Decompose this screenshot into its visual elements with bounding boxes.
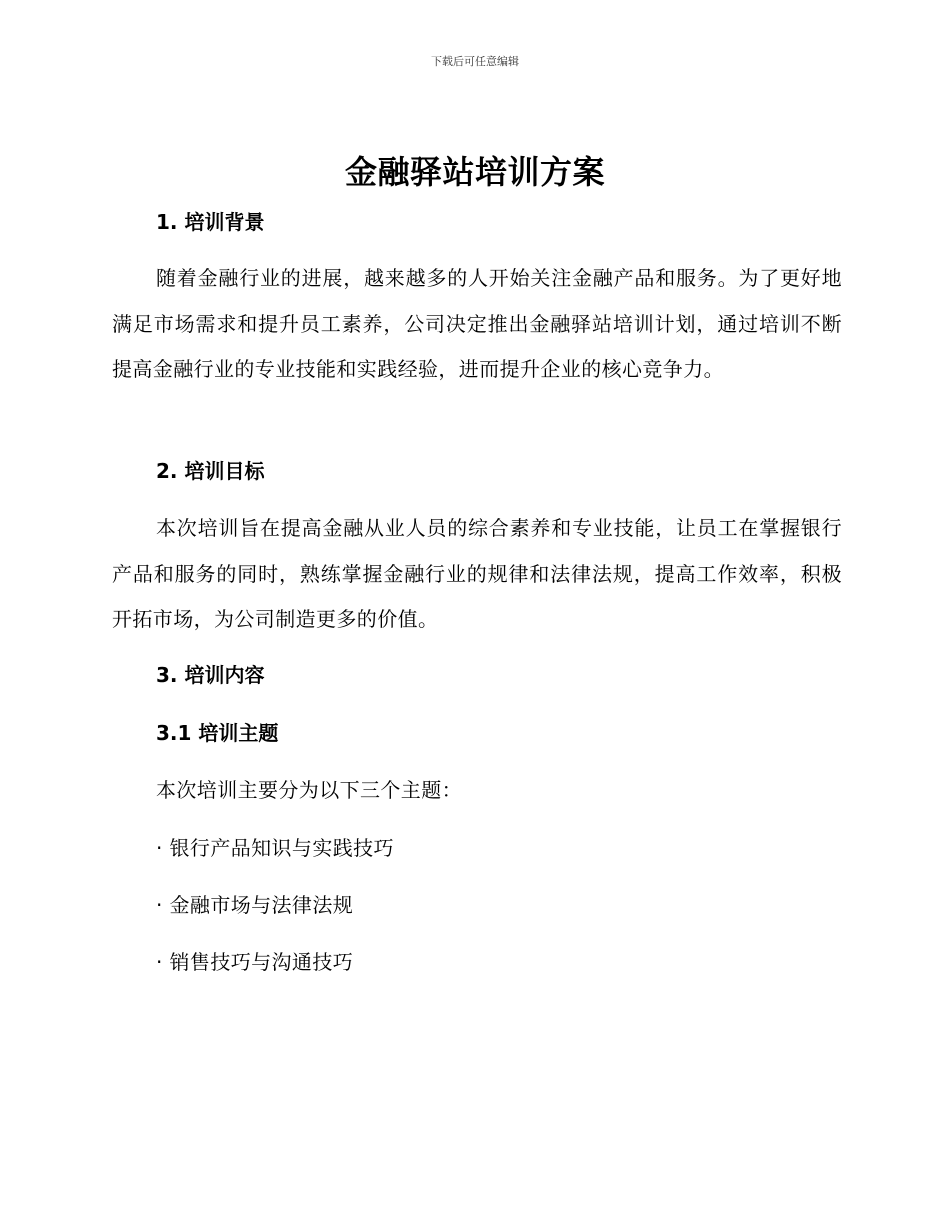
topic-list-item: · 金融市场与法律法规 — [156, 893, 354, 917]
section-heading-content: 3. 培训内容 — [156, 663, 265, 687]
section-heading-goals: 2. 培训目标 — [156, 459, 265, 483]
section-heading-background: 1. 培训背景 — [156, 210, 265, 234]
document-title: 金融驿站培训方案 — [344, 153, 605, 191]
topics-intro: 本次培训主要分为以下三个主题： — [156, 778, 462, 802]
topic-list-item: · 销售技巧与沟通技巧 — [156, 950, 354, 974]
section-body-background: 随着金融行业的进展，越来越多的人开始关注金融产品和服务。为了更好地满足市场需求和提升员工素养，公司决定推出金融驿站培训计划，通过培训不断提高金融行业的专业技能和实践经验，进而提升企业的核心竞争力。 — [112, 266, 842, 381]
page-header-note: 下载后可任意编辑 — [431, 55, 519, 68]
subsection-heading-topics: 3.1 培训主题 — [156, 721, 279, 745]
topic-list-item: · 银行产品知识与实践技巧 — [156, 836, 394, 860]
section-body-goals: 本次培训旨在提高金融从业人员的综合素养和专业技能，让员工在掌握银行产品和服务的同时，熟练掌握金融行业的规律和法律法规，提高工作效率，积极开拓市场，为公司制造更多的价值。 — [112, 516, 842, 631]
